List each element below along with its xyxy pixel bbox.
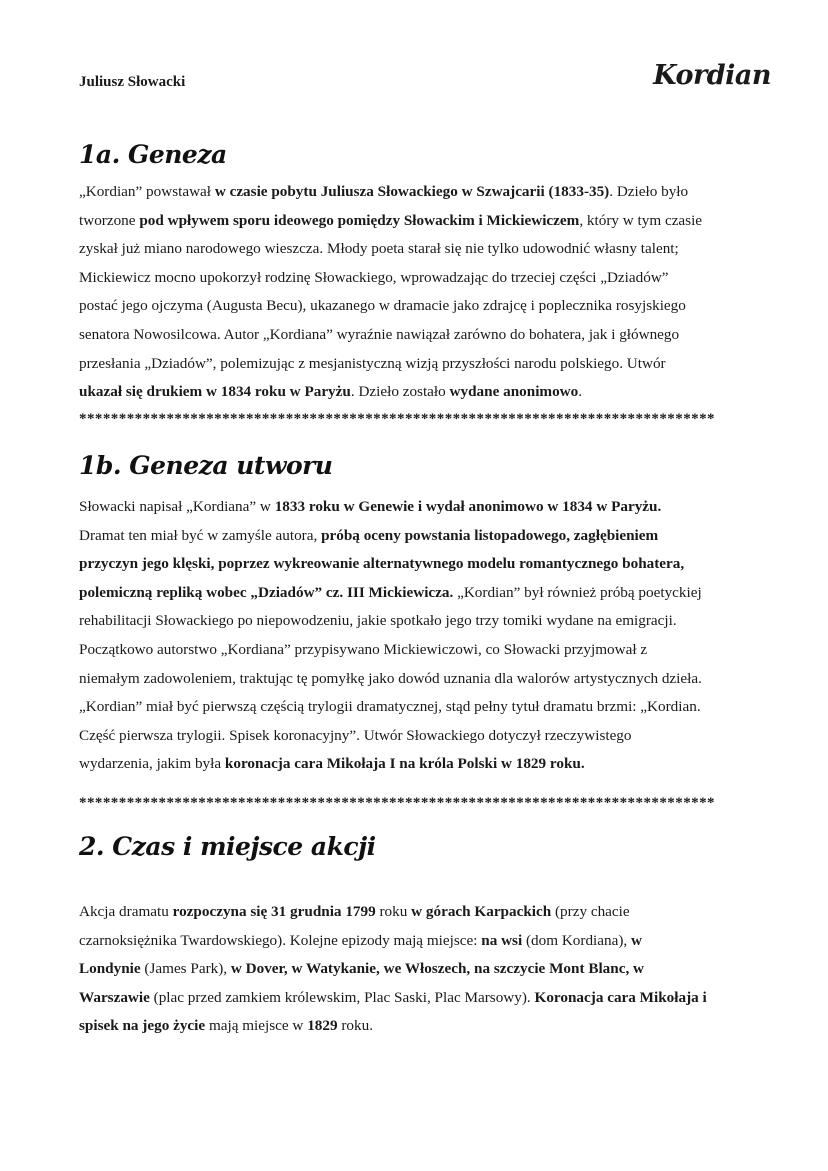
text-run: niemałym zadowoleniem, traktując tę pomyłkę jako dowód uznania dla walorów artystycznych dzieła. xyxy=(79,669,702,687)
bold-text: w górach Karpackich xyxy=(411,903,552,920)
paragraph-line xyxy=(79,722,779,751)
bold-text: spisek na jego życie xyxy=(79,1017,206,1035)
paragraph-line xyxy=(79,292,779,321)
paragraph-line xyxy=(79,321,779,350)
text-run: przesłania „Dziadów”, polemizując z mesjanistyczną wizją przyszłości narodu polskiego. Utwór xyxy=(79,354,666,372)
text-run: tworzone xyxy=(79,211,140,229)
paragraph-line xyxy=(79,1012,779,1041)
text-run: (przy chacie xyxy=(551,903,630,920)
paragraph-line xyxy=(79,522,779,551)
bold-text: rozpoczyna się 31 grudnia 1799 xyxy=(172,903,376,920)
text-run: (dom Kordiana), xyxy=(522,931,631,949)
text-run: roku. xyxy=(337,1017,374,1035)
paragraph-line xyxy=(79,898,779,927)
section-heading-czas-i-miejsce: 2. Czas i miejsce akcji xyxy=(79,832,376,861)
paragraph-line xyxy=(79,235,779,264)
bold-text: 1833 roku w Genewie i wydał anonimowo w 1834 w Paryżu. xyxy=(274,498,662,515)
text-run: Akcja dramatu xyxy=(79,903,173,920)
text-run: Mickiewicz mocno upokorzył rodzinę Słowackiego, wprowadzając do trzeciej części „Dziadów” xyxy=(79,268,669,286)
text-run: . xyxy=(578,383,583,401)
paragraph-line xyxy=(79,984,779,1013)
paragraph-line xyxy=(79,693,779,722)
bold-text: Warszawie xyxy=(79,988,150,1006)
section-heading-geneza: 1a. Geneza xyxy=(79,140,227,169)
section-heading-geneza-utworu: 1b. Geneza utworu xyxy=(79,451,333,480)
bold-text: Koronacja cara Mikołaja i xyxy=(534,988,707,1006)
paragraph-line xyxy=(79,493,779,522)
bold-text: w czasie pobytu Juliusza Słowackiego w Szwajcarii (1833-35) xyxy=(214,183,610,200)
paragraph-line xyxy=(79,665,779,694)
section-paragraph-czas-i-miejsce xyxy=(79,898,779,1041)
paragraph-line xyxy=(79,550,779,579)
paragraph-line xyxy=(79,955,779,984)
bold-text: koronacja cara Mikołaja I na króla Polski w 1829 roku. xyxy=(224,755,585,773)
text-run: Dramat ten miał być w zamyśle autora, xyxy=(79,526,322,544)
separator-line: ******************************************************************************** xyxy=(79,795,715,811)
document-title: Kordian xyxy=(653,60,771,91)
section-paragraph-geneza-utworu xyxy=(79,493,779,779)
author-name: Juliusz Słowacki xyxy=(79,74,186,90)
bold-text: polemiczną repliką wobec „Dziadów” cz. III Mickiewicza. xyxy=(79,583,454,601)
text-run: Część pierwsza trylogii. Spisek koronacyjny”. Utwór Słowackiego dotyczył rzeczywistego xyxy=(79,726,632,744)
text-run: „Kordian” powstawał xyxy=(79,183,215,200)
text-run: „Kordian” był również próbą poetyckiej xyxy=(453,583,702,601)
text-run: . Dzieło było xyxy=(609,183,689,200)
text-run: senatora Nowosilcowa. Autor „Kordiana” wyraźnie nawiązał zarówno do bohatera, jak i głównego xyxy=(79,325,680,343)
text-run: rehabilitacji Słowackiego po niepowodzeniu, jakie spotkało jego trzy tomiki wydane na emigracji. xyxy=(79,612,677,630)
bold-text: 1829 xyxy=(307,1017,338,1035)
paragraph-line xyxy=(79,636,779,665)
text-run: „Kordian” miał być pierwszą częścią trylogii dramatycznej, stąd pełny tytuł dramatu brzmi: „Kordian. xyxy=(79,698,701,716)
text-run: zyskał już miano narodowego wieszcza. Młody poeta starał się nie tylko udowodnić własny talent; xyxy=(79,240,679,258)
paragraph-line xyxy=(79,350,779,379)
bold-text: w xyxy=(631,931,642,949)
text-run: (James Park), xyxy=(140,960,231,978)
text-run: mają miejsce w xyxy=(205,1017,308,1035)
text-run: , który w tym czasie xyxy=(579,211,703,229)
text-run: . Dzieło zostało xyxy=(350,383,450,401)
bold-text: przyczyn jego klęski, poprzez wykreowanie alternatywnego modelu romantycznego bohatera, xyxy=(79,555,685,573)
paragraph-line xyxy=(79,927,779,956)
paragraph-line xyxy=(79,264,779,293)
text-run: wydarzenia, jakim była xyxy=(79,755,225,773)
bold-text: Londynie xyxy=(79,960,141,978)
paragraph-line xyxy=(79,579,779,608)
bold-text: wydane anonimowo xyxy=(449,383,579,401)
text-run: roku xyxy=(375,903,412,920)
paragraph-line xyxy=(79,178,779,207)
paragraph-line xyxy=(79,750,779,779)
paragraph-line xyxy=(79,607,779,636)
paragraph-line xyxy=(79,378,779,407)
separator-line: ******************************************************************************** xyxy=(79,411,715,427)
section-paragraph-geneza xyxy=(79,178,779,407)
text-run: (plac przed zamkiem królewskim, Plac Saski, Plac Marsowy). xyxy=(149,988,535,1006)
text-run: Początkowo autorstwo „Kordiana” przypisywano Mickiewiczowi, co Słowacki przyjmował z xyxy=(79,640,648,658)
text-run: postać jego ojczyma (Augusta Becu), ukazanego w dramacie jako zdrajcę i poplecznika rosyjskiego xyxy=(79,297,686,315)
text-run: czarnoksiężnika Twardowskiego). Kolejne epizody mają miejsce: xyxy=(79,931,482,949)
bold-text: próbą oceny powstania listopadowego, zagłębieniem xyxy=(321,526,659,544)
bold-text: pod wpływem sporu ideowego pomiędzy Słowackim i Mickiewiczem xyxy=(139,211,580,229)
bold-text: ukazał się drukiem w 1834 roku w Paryżu xyxy=(79,383,351,401)
bold-text: na wsi xyxy=(481,931,523,949)
paragraph-line xyxy=(79,207,779,236)
text-run: Słowacki napisał „Kordiana” w xyxy=(79,498,275,515)
bold-text: w Dover, w Watykanie, we Włoszech, na szczycie Mont Blanc, w xyxy=(230,960,645,978)
